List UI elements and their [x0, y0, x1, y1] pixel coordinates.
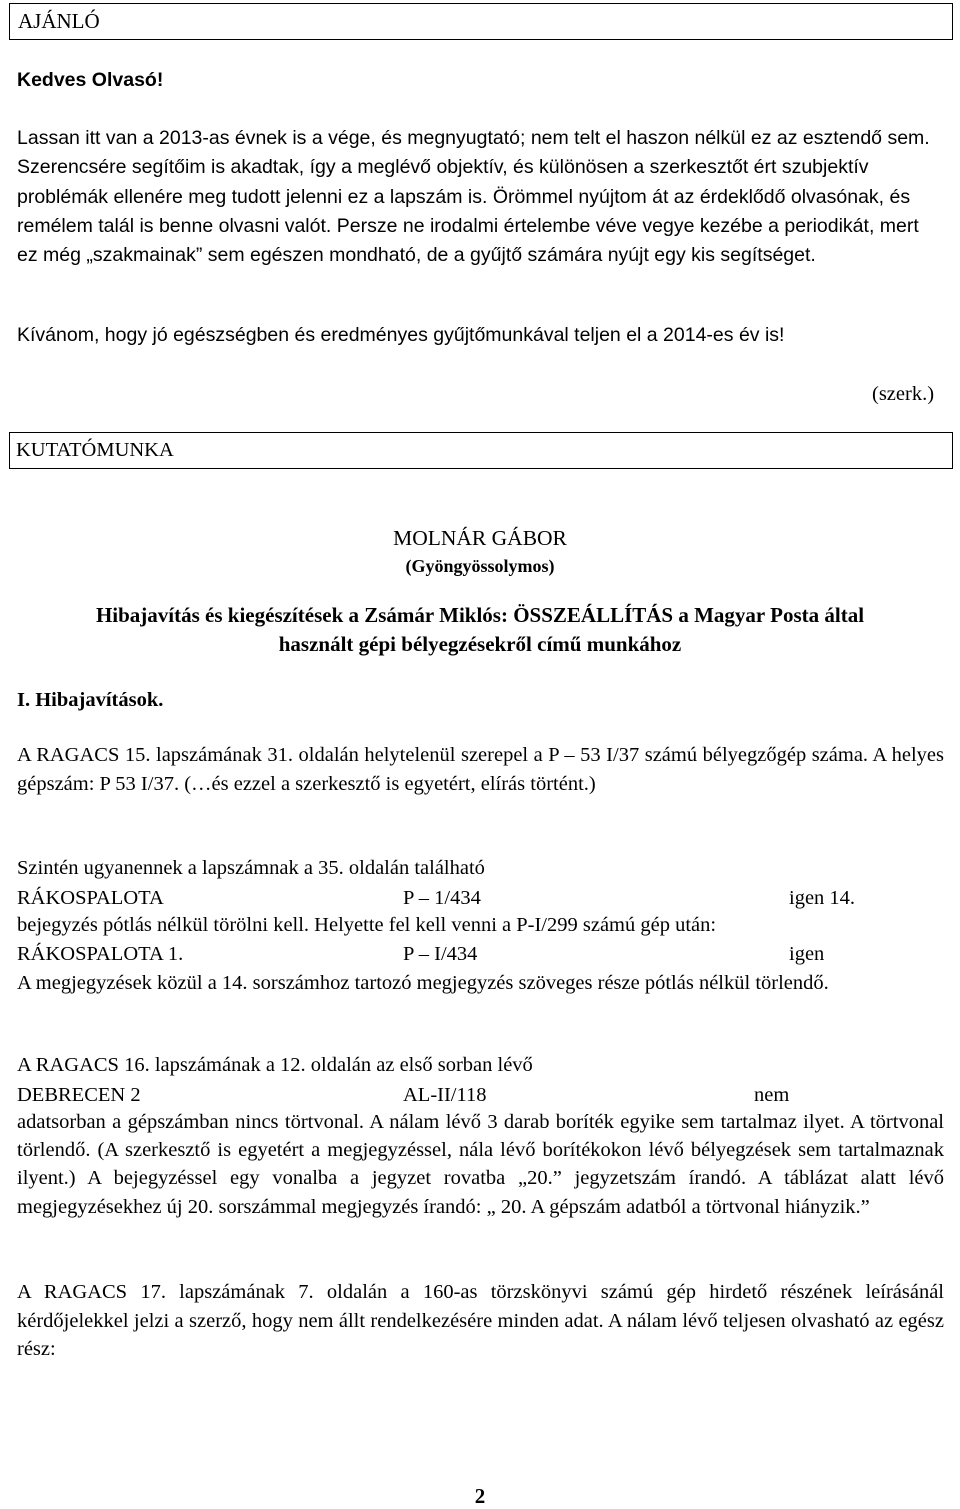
correction-paragraph-3-intro: A RAGACS 16. lapszámának a 12. oldalán az első sorban lévő — [17, 1054, 533, 1076]
row-machine: P – I/434 — [403, 943, 478, 965]
intro-paragraph: Lassan itt van a 2013-as évnek is a vége, és megnyugtató; nem telt el haszon nélkül ez az esztendő sem. Szerencsére segítőim is akadtak, így a meglévő objektív, és különösen a szerkesztőt ért szubjektív problémák ellenére meg tudott jelenni ez a lapszám is. Örömmel nyújtom át az érdeklődő olvasónak, és remélem talál is benne olvasni valót. Persze ne irodalmi értelembe véve vegye kezébe a periodikát, mert ez még „szakmainak” sem egészen mondható, de a gyűjtő számára nyújt egy kis segítséget. — [17, 127, 930, 267]
correction-paragraph-3-body: adatsorban a gépszámban nincs törtvonal. A nálam lévő 3 darab boríték egyike sem tartalmaz ilyet. A törtvonal törlendő. (A szerkesztő is egyetért a megjegyzéssel, nála lévő borítékokon lévő bélyegzések sem tartalmaznak ilyent.) A bejegyzéssel egy vonalba a jegyzet rovatba „20.” jegyzetszám írandó. A táblázat alatt lévő megjegyzésekhez új 20. sorszámmal megjegyzés írandó: „ 20. A gépszám adatból a törtvonal hiányzik.” — [17, 1111, 944, 1218]
row-machine: AL-II/118 — [403, 1084, 487, 1106]
ajanlo-heading: AJÁNLÓ — [18, 9, 100, 33]
row-tail: igen — [789, 943, 825, 965]
kutatomunka-header-box — [9, 432, 953, 469]
table-row-rakospalota-1 — [17, 940, 944, 968]
kutatomunka-heading: KUTATÓMUNKA — [16, 439, 174, 461]
row-place: RÁKOSPALOTA 1. — [17, 943, 184, 965]
table-row-rakospalota — [17, 884, 944, 912]
row-tail: nem — [754, 1084, 790, 1106]
article-title-line1: Hibajavítás és kiegészítések a Zsámár Miklós: ÖSSZEÁLLÍTÁS a Magyar Posta által — [95, 603, 865, 627]
row-machine: P – 1/434 — [403, 887, 481, 909]
page-number: 2 — [474, 1484, 486, 1508]
correction-paragraph-1: A RAGACS 15. lapszámának 31. oldalán helytelenül szerepel a P – 53 I/37 számú bélyegzőgép száma. A helyes gépszám: P 53 I/37. (…és ezzel a szerkesztő is egyetért, elírás történt.) — [17, 744, 944, 795]
row-place: DEBRECEN 2 — [17, 1084, 141, 1106]
correction-paragraph-4: A RAGACS 17. lapszámának 7. oldalán a 160-as törzskönyvi számú gép hirdető részének leírásánál kérdőjelekkel jelzi a szerző, hogy nem állt rendelkezésére minden adat. A nálam lévő teljesen olvasható az egész rész: — [17, 1281, 944, 1361]
article-title-line2: használt gépi bélyegzésekről című munkához — [278, 632, 682, 656]
editor-signature: (szerk.) — [872, 383, 935, 405]
author-name: MOLNÁR GÁBOR — [393, 526, 567, 550]
greeting: Kedves Olvasó! — [17, 69, 164, 91]
correction-paragraph-2-intro: Szintén ugyanennek a lapszámnak a 35. oldalán található — [17, 857, 485, 879]
wishes-paragraph: Kívánom, hogy jó egészségben és eredményes gyűjtőmunkával teljen el a 2014-es év is! — [17, 324, 785, 346]
correction-paragraph-2-end: A megjegyzések közül a 14. sorszámhoz tartozó megjegyzés szöveges része pótlás nélkül törlendő. — [17, 972, 829, 994]
row-tail: igen 14. — [789, 887, 856, 909]
row-place: RÁKOSPALOTA — [17, 887, 164, 909]
author-location: (Gyöngyössolymos) — [405, 556, 555, 576]
ajanlo-header-box — [9, 3, 953, 40]
table-row-debrecen — [17, 1081, 944, 1109]
correction-paragraph-2-mid: bejegyzés pótlás nélkül törölni kell. Helyette fel kell venni a P-I/299 számú gép után: — [17, 914, 717, 936]
section-subheading: I. Hibajavítások. — [17, 689, 164, 711]
